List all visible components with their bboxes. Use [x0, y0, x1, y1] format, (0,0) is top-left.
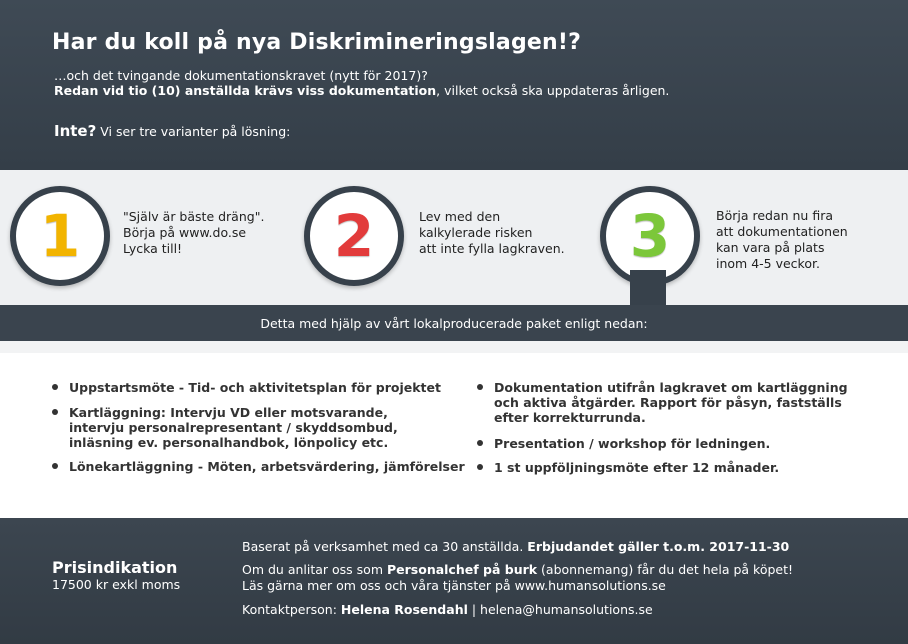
- option-3-line-3: kan vara på plats: [716, 240, 825, 255]
- feature-left-3: Lönekartläggning - Möten, arbetsvärdering, jämförelser: [69, 459, 465, 474]
- read-more-line: Läs gärna mer om oss och våra tjänster på www.humansolutions.se: [242, 578, 666, 593]
- feature-right-2: Presentation / workshop för ledningen.: [494, 436, 771, 451]
- option-2-line-1: Lev med den: [419, 209, 501, 224]
- feature-left-2-line-2: intervju personalrepresentant / skyddsombud,: [69, 420, 398, 435]
- option-3-number: 3: [629, 202, 671, 270]
- subscribe-a: Om du anlitar oss som: [242, 562, 387, 577]
- feature-left-2-line-1: Kartläggning: Intervju VD eller motsvarande,: [69, 405, 388, 420]
- subscribe-b: (abonnemang) får du det hela på köpet!: [537, 562, 794, 577]
- option-1-line-3: Lycka till!: [123, 241, 183, 256]
- bullet-icon: [52, 463, 58, 469]
- options-section: [0, 170, 908, 305]
- option-3-connector: [630, 270, 666, 310]
- option-3-text: [716, 208, 848, 272]
- option-2-line-3: att inte fylla lagkraven.: [419, 241, 565, 256]
- option-3-line-2: att dokumentationen: [716, 224, 848, 239]
- option-3-line-4: inom 4-5 veckor.: [716, 256, 820, 271]
- basis-regular: Baserat på verksamhet med ca 30 anställda.: [242, 539, 528, 554]
- option-1-line-1: "Själv är bäste dräng".: [123, 209, 265, 224]
- option-2-text: [419, 209, 565, 257]
- feature-right-1-line-3: efter korrekturrunda.: [494, 410, 646, 425]
- option-1-text: [123, 209, 264, 257]
- divider: [0, 341, 908, 353]
- feature-left-2-line-3: inläsning ev. personalhandbok, lönpolicy etc.: [69, 435, 389, 450]
- feature-left-1: Uppstartsmöte - Tid- och aktivitetsplan för projektet: [69, 380, 441, 395]
- bullet-icon: [52, 409, 58, 415]
- bullet-icon: [52, 384, 58, 390]
- basis-bold: Erbjudandet gäller t.o.m. 2017-11-30: [527, 539, 790, 554]
- option-1-circle: [10, 186, 110, 286]
- subtitle-line-1: …och det tvingande dokumentationskravet (nytt för 2017)?: [54, 68, 428, 83]
- contact-name: Helena Rosendahl: [340, 602, 468, 617]
- features-section: [0, 353, 908, 518]
- band-text: Detta med hjälp av vårt lokalproducerade paket enligt nedan:: [260, 316, 648, 331]
- bullet-icon: [477, 440, 483, 446]
- price-title: Prisindikation: [52, 558, 178, 577]
- feature-right-3: 1 st uppföljningsmöte efter 12 månader.: [494, 460, 780, 475]
- footer-section: [0, 518, 908, 644]
- option-1-number: 1: [39, 202, 81, 270]
- inte-bold: Inte?: [54, 122, 97, 140]
- option-2-number: 2: [333, 202, 375, 270]
- inte-line: [54, 122, 290, 140]
- page-title: Har du koll på nya Diskrimineringslagen!?: [52, 30, 582, 55]
- subscribe-line: [242, 562, 793, 577]
- contact-label: Kontaktperson:: [242, 602, 341, 617]
- subscribe-bold: Personalchef på burk: [386, 562, 538, 577]
- subtitle-line-2: [54, 83, 669, 98]
- bullet-icon: [477, 384, 483, 390]
- price-value: 17500 kr exkl moms: [52, 577, 181, 592]
- option-1-line-2: Börja på www.do.se: [123, 225, 247, 240]
- contact-rest: | helena@humansolutions.se: [467, 602, 653, 617]
- inte-rest: Vi ser tre varianter på lösning:: [96, 124, 291, 139]
- feature-right-1: [494, 380, 848, 425]
- package-band: [0, 305, 908, 341]
- subtitle-line-2-bold: Redan vid tio (10) anställda krävs viss dokumentation: [54, 83, 437, 98]
- contact-line: [242, 602, 653, 617]
- subtitle-line-2-rest: , vilket också ska uppdateras årligen.: [436, 83, 670, 98]
- option-2-line-2: kalkylerade risken: [419, 225, 533, 240]
- feature-right-1-line-2: och aktiva åtgärder. Rapport för påsyn, fastställs: [494, 395, 842, 410]
- feature-left-2: [69, 405, 398, 450]
- bullet-icon: [477, 464, 483, 470]
- option-3-line-1: Börja redan nu fira: [716, 208, 834, 223]
- basis-line: [242, 539, 789, 554]
- feature-right-1-line-1: Dokumentation utifrån lagkravet om kartläggning: [494, 380, 848, 395]
- option-2-circle: [304, 186, 404, 286]
- header-section: [0, 0, 908, 170]
